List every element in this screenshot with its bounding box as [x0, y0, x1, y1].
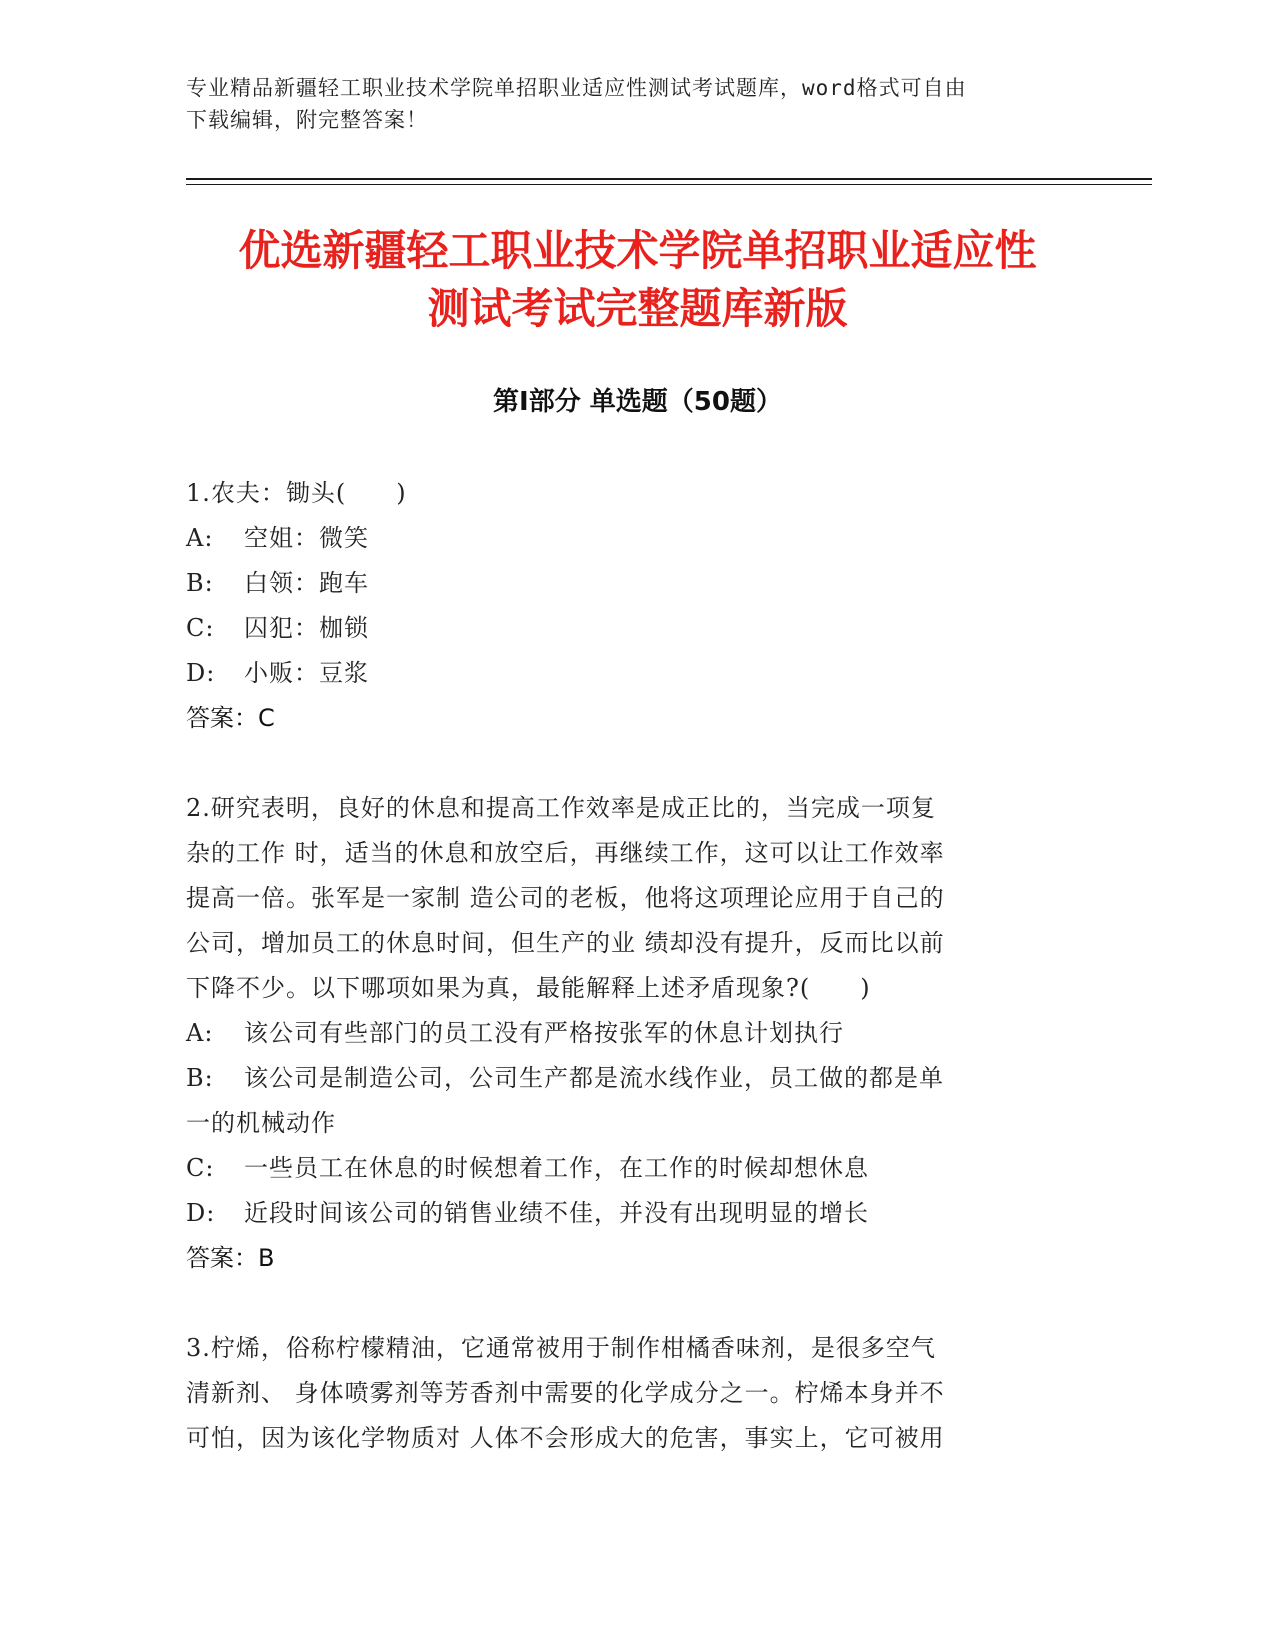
- option-text: 一些员工在休息的时候想着工作，在工作的时候却想休息: [244, 1154, 869, 1182]
- option-text: 小贩：豆浆: [244, 659, 369, 687]
- question-1-option-d: [186, 651, 1076, 696]
- question-2-stem-line: 下降不少。以下哪项如果为真，最能解释上述矛盾现象?( ): [186, 974, 871, 1002]
- document-title-line-2: 测试考试完整题库新版: [427, 284, 848, 333]
- option-text: 空姐：微笑: [244, 524, 369, 552]
- option-letter: D:: [186, 1199, 216, 1227]
- question-2-option-c: [186, 1146, 1076, 1191]
- question-gap: [186, 741, 1076, 786]
- header-note-line-2: 下载编辑，附完整答案！: [186, 108, 428, 132]
- question-1-option-c: [186, 606, 1076, 651]
- option-text: 该公司有些部门的员工没有严格按张军的休息计划执行: [244, 1019, 844, 1047]
- question-2: [186, 786, 1076, 1281]
- question-2-stem-line: 杂的工作 时，适当的休息和放空后，再继续工作，这可以让工作效率: [186, 839, 945, 867]
- question-2-option-a: [186, 1011, 1076, 1056]
- header-note-line-1: 专业精品新疆轻工职业技术学院单招职业适应性测试考试题库，word格式可自由: [186, 76, 967, 100]
- option-letter: C:: [186, 614, 215, 642]
- option-text: 近段时间该公司的销售业绩不佳，并没有出现明显的增长: [244, 1199, 869, 1227]
- question-2-option-b: [186, 1056, 1076, 1101]
- question-2-answer: 答案：B: [186, 1244, 275, 1272]
- header-rule-thick: [186, 178, 1152, 180]
- question-3-stem-line: 可怕，因为该化学物质对 人体不会形成大的危害，事实上，它可被用: [186, 1424, 945, 1452]
- question-2-stem-line: 2.研究表明，良好的休息和提高工作效率是成正比的，当完成一项复: [186, 794, 936, 822]
- option-letter: B:: [186, 1064, 214, 1092]
- option-letter: A:: [186, 524, 214, 552]
- question-1-answer: 答案：C: [186, 704, 275, 732]
- document-title: [150, 222, 1125, 338]
- question-2-option-d: [186, 1191, 1076, 1236]
- question-1-option-a: [186, 516, 1076, 561]
- question-2-stem-line: 公司，增加员工的休息时间，但生产的业 绩却没有提升，反而比以前: [186, 929, 945, 957]
- option-text: 白领：跑车: [244, 569, 369, 597]
- question-1-stem: 1.农夫：锄头( ): [186, 479, 407, 507]
- question-gap: [186, 1281, 1076, 1326]
- question-2-stem-line: 提高一倍。张军是一家制 造公司的老板，他将这项理论应用于自己的: [186, 884, 945, 912]
- question-3: [186, 1326, 1076, 1461]
- option-letter: D:: [186, 659, 216, 687]
- question-1: [186, 471, 1076, 741]
- document-title-line-1: 优选新疆轻工职业技术学院单招职业适应性: [238, 226, 1037, 275]
- header-rule-thin: [186, 184, 1152, 185]
- header-note: [186, 72, 1066, 136]
- option-letter: C:: [186, 1154, 215, 1182]
- question-3-stem-line: 清新剂、 身体喷雾剂等芳香剂中需要的化学成分之一。柠烯本身并不: [186, 1379, 945, 1407]
- section-title: 第Ⅰ部分 单选题（50题）: [493, 387, 782, 417]
- option-text: 囚犯：枷锁: [244, 614, 369, 642]
- option-text: 该公司是制造公司，公司生产都是流水线作业，员工做的都是单: [244, 1064, 944, 1092]
- question-3-stem-line: 3.柠烯，俗称柠檬精油，它通常被用于制作柑橘香味剂，是很多空气: [186, 1334, 936, 1362]
- question-2-option-b-continuation: 一的机械动作: [186, 1109, 336, 1137]
- option-letter: A:: [186, 1019, 214, 1047]
- option-letter: B:: [186, 569, 214, 597]
- question-1-option-b: [186, 561, 1076, 606]
- question-list: [186, 471, 1076, 1461]
